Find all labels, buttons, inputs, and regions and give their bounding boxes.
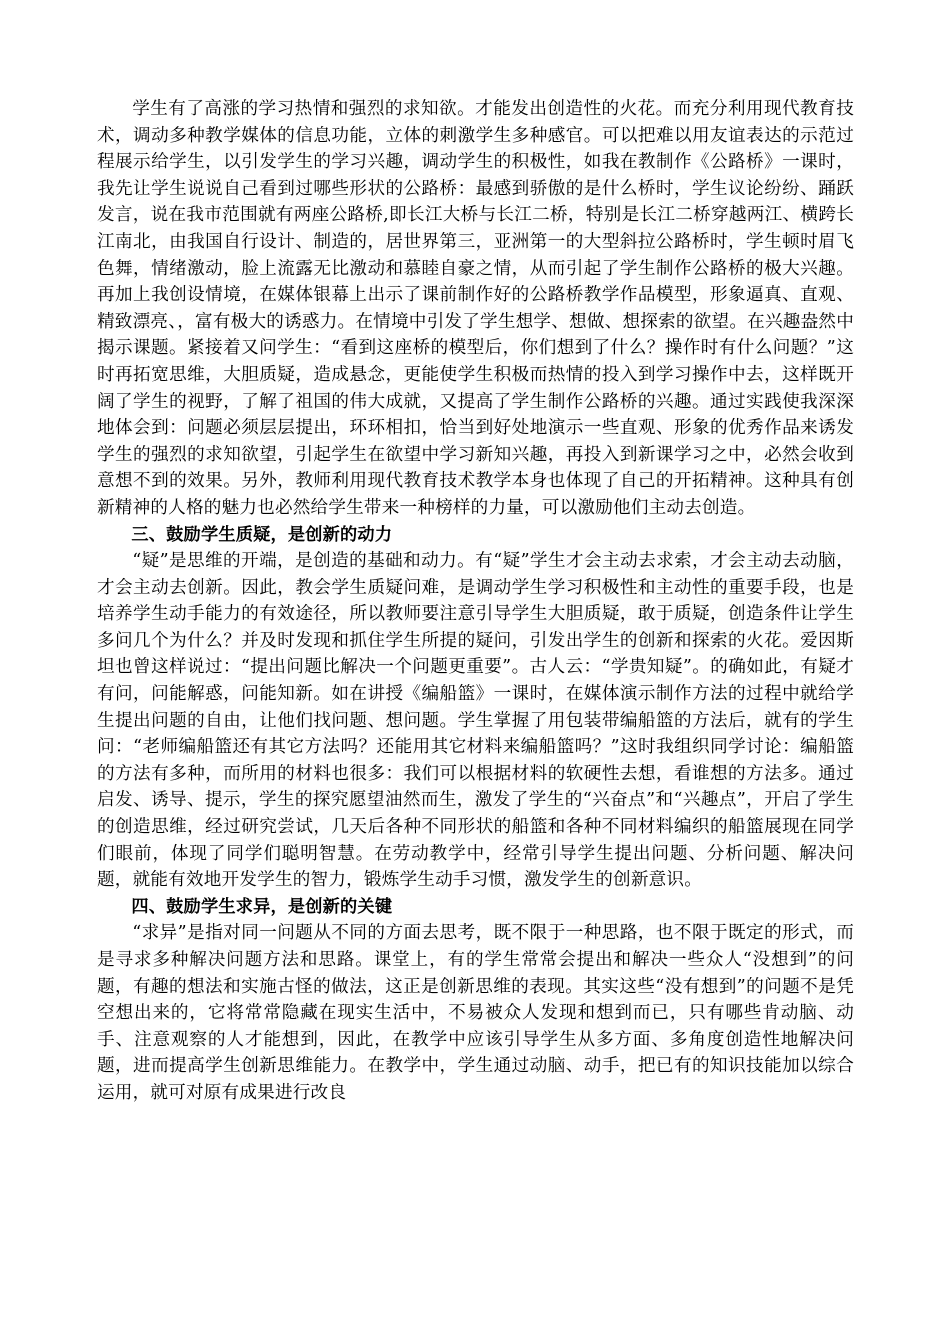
paragraph-questioning: “疑”是思维的开端，是创造的基础和动力。有“疑”学生才会主动去求索，才会主动去动脑，才会主动去创新。因此，教会学生质疑问难，是调动学生学习积极性和主动性的重要手段，也是培养学生动手能力的有效途径，所以教师要注意引导学生大胆质疑，敢于质疑，创造条件让学生多问几个为什么？并及时发现和抓住学生所提的疑问，引发出学生的创新和探索的火花。爱因斯坦也曾这样说过：“提出问题比解决一个问题更重要”。古人云：“学贵知疑”。的确如此，有疑才有问，问能解惑，问能知新。如在讲授《编船篮》一课时，在媒体演示制作方法的过程中就给学生提出问题的自由，让他们找问题、想问题。学生掌握了用包装带编船篮的方法后，就有的学生问：“老师编船篮还有其它方法吗？还能用其它材料来编船篮吗？”这时我组织同学讨论：编船篮的方法有多种，而所用的材料也很多：我们可以根据材料的软硬性去想，看谁想的方法多。通过启发、诱导、提示，学生的探究愿望油然而生，激发了学生的“兴奋点”和“兴趣点”，开启了学生的创造思维，经过研究尝试，几天后各种不同形状的船篮和各种不同材料编织的船篮展现在同学们眼前，体现了同学们聪明智慧。在劳动教学中，经常引导学生提出问题、分析问题、解决问题，就能有效地开发学生的智力，锻炼学生动手习惯，激发学生的创新意识。	[97, 551, 854, 891]
document-page	[97, 96, 854, 1107]
paragraph-interest-motivation: 学生有了高涨的学习热情和强烈的求知欲。才能发出创造性的火花。而充分利用现代教育技术，调动多种教学媒体的信息功能，立体的刺激学生多种感官。可以把难以用友谊表达的示范过程展示给学生，以引发学生的学习兴趣，调动学生的积极性，如我在教制作《公路桥》一课时，我先让学生说说自己看到过哪些形状的公路桥：最感到骄傲的是什么桥时，学生议论纷纷、踊跃发言，说在我市范围就有两座公路桥,即长江大桥与长江二桥，特别是长江二桥穿越两江、横跨长江南北，由我国自行设计、制造的，居世界第三，亚洲第一的大型斜拉公路桥时，学生顿时眉飞色舞，情绪激动，脸上流露无比激动和慕睦自豪之情，从而引起了学生制作公路桥的极大兴趣。再加上我创设情境，在媒体银幕上出示了课前制作好的公路桥教学作品模型，形象逼真、直观、精致漂亮、，富有极大的诱惑力。在情境中引发了学生想学、想做、想探索的欲望。在兴趣盎然中揭示课题。紧接着又问学生：“看到这座桥的模型后，你们想到了什么？操作时有什么问题？”这时再拓宽思维，大胆质疑，造成悬念，更能使学生积极而热情的投入到学习操作中去，这样既开阔了学生的视野，了解了祖国的伟大成就，又提高了学生制作公路桥的兴趣。通过实践使我深深地体会到：问题必须层层提出，环环相扣，恰当到好处地演示一些直观、形象的优秀作品来诱发学生的强烈的求知欲望，引起学生在欲望中学习新知兴趣，再投入到新课学习之中，必然会收到意想不到的效果。另外，教师利用现代教育技术教学本身也体现了自己的开拓精神。这种具有创新精神的人格的魅力也必然给学生带来一种榜样的力量，可以激励他们主动去创造。	[97, 99, 854, 518]
section-heading-divergent-thinking: 四、鼓励学生求异，是创新的关键	[131, 896, 393, 917]
section-heading-questioning: 三、鼓励学生质疑，是创新的动力	[131, 524, 393, 545]
paragraph-divergent-thinking: “求异”是指对同一问题从不同的方面去思考，既不限于一种思路，也不限于既定的形式，而是寻求多种解决问题方法和思路。课堂上，有的学生常常会提出和解决一些众人“没想到”的问题，有趣的想法和实施古怪的做法，这正是创新思维的表现。其实这些“没有想到”的问题不是凭空想出来的，它将常常隐藏在现实生活中，不易被众人发现和想到而已，只有哪些肯动脑、动手、注意观察的人才能想到，因此，在教学中应该引导学生从多方面、多角度创造性地解决问题，进而提高学生创新思维能力。在教学中，学生通过动脑、动手，把已有的知识技能加以综合运用，就可对原有成果进行改良	[97, 923, 854, 1103]
